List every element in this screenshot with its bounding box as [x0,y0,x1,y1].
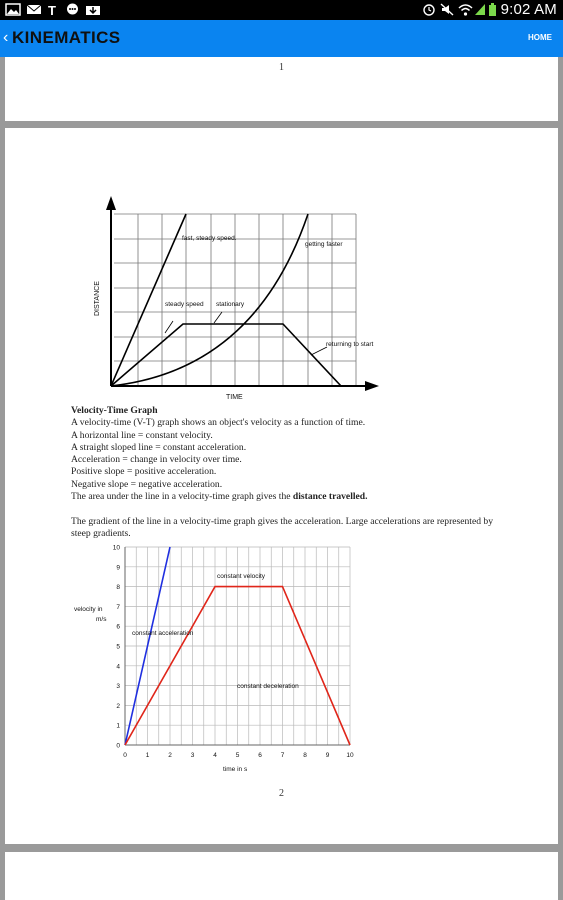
document-page-3 [5,852,558,900]
vt-y-tick-label: 8 [116,584,120,592]
vt-x-tick-label: 6 [258,752,262,759]
dt-x-arrowhead [365,381,379,391]
dt-xlabel: TIME [226,394,243,401]
mail-icon [26,3,42,16]
page-number: 2 [279,788,284,799]
gradient-text: The gradient of the line in a velocity-time graph gives the acceleration. Large accelerations are represented by steep gradients. [71,516,494,540]
vt-y-tick-label: 1 [116,722,120,730]
svg-text:T: T [48,3,56,16]
vt-y-tick-label: 10 [112,544,120,552]
vt-annotation-constant-acceleration: constant acceleration [132,630,194,637]
download-icon [85,3,101,16]
vt-x-tick-label: 0 [123,752,127,759]
document-page-2 [5,128,558,844]
signal-icon [474,3,486,16]
vt-annotation-constant-velocity: constant velocity [217,573,266,580]
vt-x-ticks [123,752,354,759]
vt-x-tick-label: 8 [303,752,307,759]
wifi-icon [458,3,473,16]
vt-line: Negative slope = negative acceleration. [71,478,223,490]
status-bar [0,0,563,20]
dt-annotation-steady-speed: steady speed [165,301,204,308]
vt-x-tick-label: 4 [213,752,217,759]
dt-annotation-stationary: stationary [216,301,245,308]
vt-x-tick-label: 7 [280,752,285,759]
vt-line: Positive slope = positive acceleration. [71,466,217,478]
chat-icon [65,3,80,16]
vt-area-prefix: The area under the line in a velocity-time graph gives the [71,491,293,503]
vt-y-ticks [113,545,121,750]
vt-heading: Velocity-Time Graph [71,405,158,416]
vt-annotation-constant-deceleration: constant deceleration [237,683,299,690]
document-page-1 [5,57,558,121]
dt-line-steady-stationary-return [111,324,341,386]
vt-y-tick-label: 0 [116,742,120,750]
app-bar [0,20,563,57]
vt-line: A velocity-time (V-T) graph shows an object's velocity as a function of time. [71,417,366,429]
velocity-time-text [71,405,501,503]
vt-xlabel: time in s [223,766,248,773]
vt-x-tick-label: 3 [190,752,195,759]
vt-ylabel-line2: m/s [96,616,107,623]
nyt-icon [47,3,61,16]
home-button[interactable]: HOME [528,33,552,42]
vt-area-line [71,491,501,503]
velocity-time-chart [5,538,558,828]
vt-y-tick-label: 3 [116,683,120,691]
alarm-icon [422,3,436,16]
dt-y-arrowhead [106,196,116,210]
vt-x-tick-label: 2 [168,752,172,759]
page-number: 1 [279,62,284,73]
vt-x-tick-label: 5 [235,752,240,759]
vt-area-bold: distance travelled. [292,491,368,503]
vt-ylabel-line1: velocity in [74,606,103,613]
vt-line: A straight sloped line = constant acceleration. [71,441,247,453]
dt-ylabel: DISTANCE [94,281,101,316]
image-icon [5,3,21,16]
vt-y-tick-label: 7 [116,603,120,611]
dt-annotation-fast: fast, steady speed. [182,235,237,242]
distance-time-chart [5,128,558,408]
dt-annotation-getting-faster: getting faster [305,241,343,248]
vt-y-tick-label: 4 [116,663,120,671]
vt-x-tick-label: 1 [145,752,150,759]
vt-line: Acceleration = change in velocity over time. [71,454,242,466]
mute-icon [440,3,454,16]
vt-x-tick-label: 9 [325,752,330,759]
battery-icon [488,3,497,16]
vt-y-tick-label: 9 [116,564,120,572]
dt-annotation-returning: returning to start [326,341,374,348]
vt-y-tick-label: 6 [116,623,120,631]
app-title: KINEMATICS [12,28,121,47]
vt-y-tick-label: 5 [116,643,120,651]
dt-annotation-leaders [165,312,327,355]
vt-line: A horizontal line = constant velocity. [71,429,213,441]
status-time: 9:02 AM [500,1,557,18]
vt-y-tick-label: 2 [116,702,120,710]
dt-line-fast [111,214,186,386]
vt-x-tick-label: 10 [346,752,354,759]
back-chevron-icon[interactable]: ‹ [3,29,9,46]
